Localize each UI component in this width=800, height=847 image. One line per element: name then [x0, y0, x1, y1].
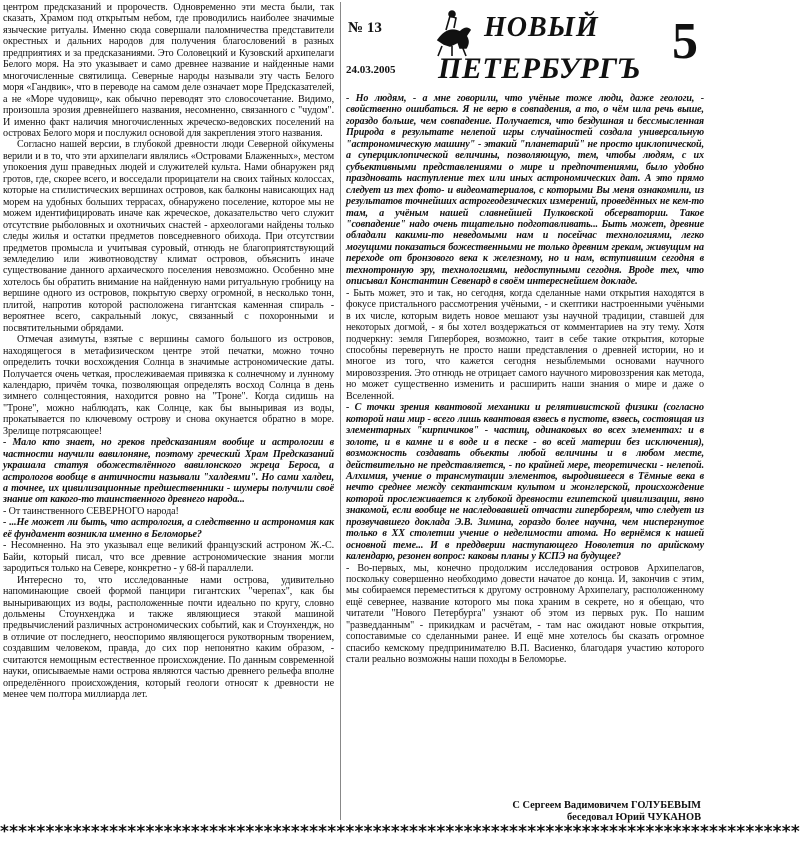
masthead	[340, 2, 708, 90]
interview-question: - С точки зрения квантовой механики и релятивистской физики (согласно которой наш мир - всего лишь квантовая взвесь в пустоте, взвесь, состоящая из элементарных "кирпичиков" - частиц, одинаковых во всех элементах: и в золоте, и в камне и в воде и в песке - во всей материи без исключения), возможность создавать объекты любой величины и в любом месте, действительно не представляется, - по крайней мере, теоретически - нелепой. Алхимия, учение о трансмутации элементов, выродившееся в Тёмные века в нечто среднее между сектантским культом и жонглерской, происхождение которой прослеживается к глубокой древности египетской цивилизации, явно знакомой, если вообще не наследовавшей отчасти гипербореям, что следует из прозвучавшего доклада Э.В. Зимина, гораздо более научна, чем ниспергнутое только в XX столетии учение о неделимости атома. Но вернёмся к нашей основной теме... И в преддверии наступающего Новолетия по арийскому календарю, резонен вопрос: каковы планы у КСПЭ на будущее?	[346, 402, 704, 563]
interview-answer: - Несомненно. На это указывал еще великий французский астроном Ж.-С. Байи, который писал, что все древние астрономические знания могли зародиться только на Севере, конкретно - у 68-й параллели.	[3, 540, 334, 575]
interview-answer: - Быть может, это и так, но сегодня, когда сделанные нами открытия находятся в фокусе пристального рассмотрения учёными, - и скептики настроенными учёными в их числе, которым видеть новое мешают узы научной традиции, ставшей для некоторых догмой, - я бы хотел воздержаться от комментариев на эту тему. Хотя подчеркну: земля Гиперборея, возможно, таит в себе такие открытия, которые способны перевернуть не просто наши представления о древней истории, но и многое из того, что кажется сегодня незыблемыми основами научного мировоззрения. Это отнюдь не отрицает самого научного мировоззрения как метода, но может существенно изменить и расширить наши знания о мире и даже о Вселенной.	[346, 287, 704, 402]
footer-star-rule: ****************************************************************************************	[0, 822, 800, 842]
byline-interviewee: С Сергеем Вадимовичем ГОЛУБЕВЫМ	[512, 800, 701, 811]
byline	[512, 800, 701, 823]
newspaper-name-line2: ПЕТЕРБУРГЪ	[438, 52, 641, 85]
byline-author: беседовал Юрий ЧУКАНОВ	[567, 811, 701, 823]
newspaper-name-line1: НОВЫЙ	[484, 12, 599, 43]
left-text-column	[3, 2, 334, 820]
interview-question: - ...Не может ли быть, что астрология, а следственно и астрономия как её фундамент возникла именно в Беломорье?	[3, 517, 334, 540]
right-text-column	[346, 93, 704, 821]
interview-question: - Но людям, - а мне говорили, что учёные тоже люди, даже геологи, - свойственно ошибаться. Я не верю в совпадения, а то, о чём шла речь выше, гораздо больше, чем совпадение. Получается, что бездушная и бессмысленная Природа в результате нелепой игры случайностей создала универсальную "астрономическую машину" - этакий "планетарий" не просто циклопической, а суперциклопической величины, позволяющую, тем, чтобы людям, с их субъективными представлениями о мире и предпочтениями, было удобно праздновать наступление тех или иных астрономических дат. А это прямо следует из тех фото- и видеоматериалов, с которыми Вы меня ознакомили, из результатов точнейших астрогеодезических измерений, проведённых не кем-то там, а учёным нашей славнейшей Пулковской обсерватории. Такое "совпадение" надо очень тщательно подготавливать... Быть может, древние обладали какими-то неведомыми нам и посейчас технологиями, легко могущими показаться божественными не только древним грекам, живущим на переходе от бронзового века к железному, но и нам, вступившим сегодня в технотронную эру, технологиями, недоступными сегодня. Вроде тех, что описывал Константин Севенард в своём интереснейшем докладе.	[346, 93, 704, 288]
paragraph: Интересно то, что исследованные нами острова, удивительно напоминающие своей формой панцири гигантских "черепах", как бы выныривающих из воды, расположенные почти идеально по кругу, словно дольмены Стоунхенджа и также являющиеся этакой машиной предвычислений различных астрономических событий, как и Стоунхендж, но в отличие от последнего, неоспоримо являющегося рукотворным творением, создавшим человеком, правда, до сих пор непонятно каким образом, - считаются немощным естественное происхождение. По данным современной науки, описываемые нами острова являются частью древнего рельефа вполне определённого происхождения, который геологи относят к древности не менее чем полтора миллиарда лет.	[3, 574, 334, 701]
rider-emblem-icon	[438, 11, 470, 56]
paragraph: центром предсказаний и пророчеств. Одновременно эти места были, так сказать, Храмом под открытым небом, где проводились наиболее значимые языческие ритуалы. Именно сюда совершали паломничества представители окрестных и дальних народов для получения благословений в разных предприятиях и за предсказаниями. Это Соловецкий и Кузовский архипелаги Белого моря. На это указывает и само древнее название и найденные нами многочисленные святилища. Северные народы называли эту часть Белого моря «Гандвик», что в переводе на самом деле означает море Предсказателей, а не «Море чудовищ», как обычно переводят это словосочетание. Видимо, произошла эрозия древнейшего названия, несомненно, связанного с "чудом". И именно факт наличия многочисленных жречеcко-ведовских поселений на островах Белого моря и послужил основой для закрепления этого названия.	[3, 2, 334, 139]
issue-date: 24.03.2005	[346, 64, 396, 76]
interview-answer: - От таинственного СЕВЕРНОГО народа!	[3, 505, 179, 517]
column-divider	[340, 2, 341, 820]
issue-number: № 13	[348, 20, 382, 36]
interview-question: - Мало кто знает, но греков предсказаниям вообще и астрологии в частности научили вавилоняне, поэтому греческий Храм Предсказаний украшала статуя обожествлённого вавилонского жреца Бероса, а астрологов вообще в античности называли "халдеями". Но сами халдеи, а точнее, их цивилизационные предшественники - шумеры получили своё знание от какого-то таинственного древнего народа...	[3, 437, 334, 506]
page-number: 5	[672, 13, 698, 70]
paragraph: Согласно нашей версии, в глубокой древности люди Северной ойкумены верили и в то, что эти архипелаги являлись «Островами Блаженных», местом упокоения душ праведных людей и служителей культа. Нами обнаружен ряд гротов, где, скорее всего, и восседали прорицатели на своих тайных колоссах, которые на стилистических вершинах островов, как балконы нависающих над морем на удобных больших террасах, обнаружено поселение, которое мы не можем идентифицировать иначе как жреческое, доказательство чего служит отсутствие рыболовных и охотничьих снастей - археологами найдены только следы жилья и остатки предметов повседневного обихода. При отсутствии предметов промысла и учитывая суровый, отнюдь не благоприятствующий земледелию или животноводству климат островов, объяснить иначе существование данного архаического поселения невозможно. Особенно мне хотелось бы обратить внимание на найденную нами ритуальную гробницу на вершине одного из островов, покрытую сверху огромной, в несколько тонн, плитой, напротив которой расположена гигантская каменная спираль - вероятнее всего, сакральный локус, связанный с похоронными и посвятительными обрядами.	[3, 139, 334, 334]
newspaper-logo	[432, 6, 641, 86]
paragraph: Отмечая азимуты, взятые с вершины самого большого из островов, находящегося в метафизическом центре этой печатки, можно точно определить точки восхождения Солнца в значимые астрономические даты. Получается очень четкая, прослеживаемая привязка к солнечному и лунному календарю, причём точка, позволяющая определять восход Солнца в день зимнего солнцестояния, находится ровно на "Троне". Когда сидишь на "Троне", можно наблюдать, как Солнце, как бы выныривая из воды, прокатывается по ключевому острову и снова окунается обратно в море. Зрелище потрясающее!	[3, 334, 334, 437]
interview-answer: - Во-первых, мы, конечно продолжим исследования островов Архипелагов, поскольку совершенно необходимо довести начатое до конца. И, закончив с этим, мы собираемся переместиться к другому островному Архипелагу, расположенному ещё севернее, название которого мы пока храним в секрете, но я обещаю, что читатели "Нового Петербурга" узнают об этом из первых рук. По нашим "разведданным" - прикидкам и расчётам, - там нас ожидают новые открытия, сопоставимые со сделанными ранее. И ещё мне хотелось бы сказать огромное спасибо кемскому предпринимателю В.П. Васиенко, благодаря участию которого стали реально возможны наши походы в Беломорье.	[346, 562, 704, 666]
